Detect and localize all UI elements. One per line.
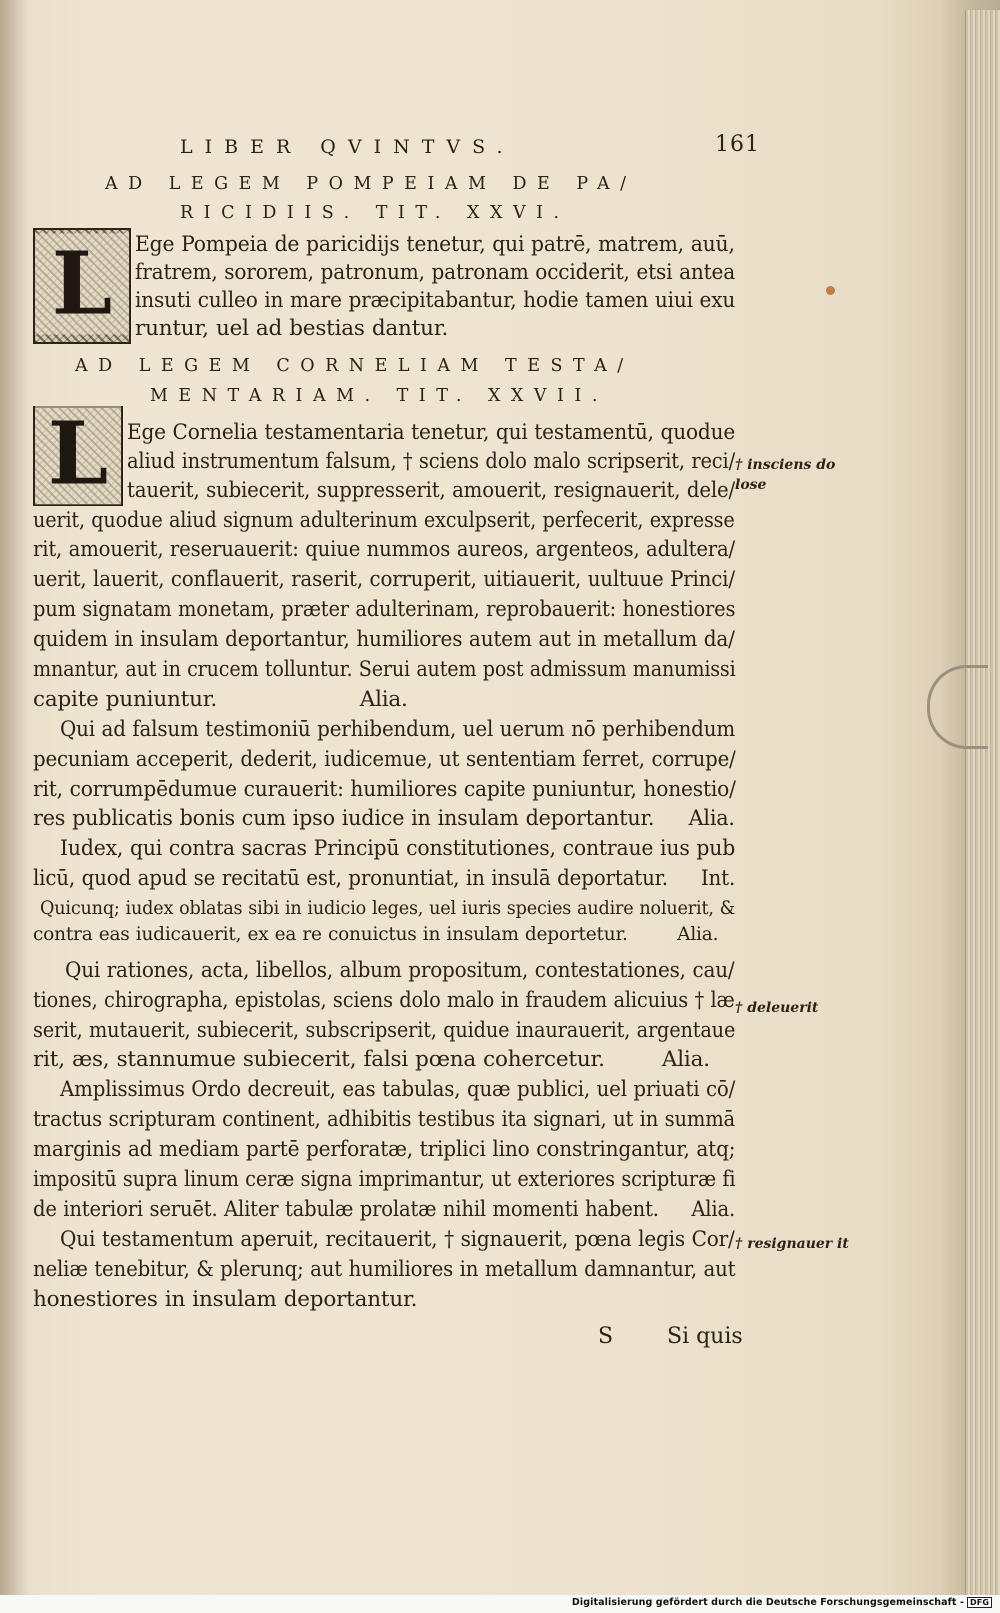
text-line: Amplissimus Ordo decreuit, eas tabulas, quæ publici, uel priuati cō/ xyxy=(60,1077,736,1102)
text-line: rit, corrumpēdumue curauerit: humiliores capite puniuntur, honestio/ xyxy=(33,777,736,802)
text-line: insuti culleo in mare præcipitabantur, hodie tamen uiui exu xyxy=(135,288,736,313)
text-line: contra eas iudicauerit, ex ea re conuictus in insulam deportetur. Alia. xyxy=(33,924,719,945)
text-line: res publicatis bonis cum ipso iudice in insulam deportantur. Alia. xyxy=(33,806,735,831)
decorated-initial xyxy=(33,403,123,506)
marginal-note: † deleuerit xyxy=(735,1000,819,1016)
marginal-note: lose xyxy=(735,477,767,493)
text-line: Qui rationes, acta, libellos, album propositum, contestationes, cau/ xyxy=(65,958,735,983)
text-line: runtur, uel ad bestias dantur. xyxy=(135,316,449,341)
text-line: marginis ad mediam partē perforatæ, triplici lino constringantur, atq; xyxy=(33,1137,736,1162)
text-line: pum signatam monetam, præter adulterinam, reprobauerit: honestiores xyxy=(33,597,736,622)
initial-letter: L xyxy=(35,233,129,334)
section-heading-line: AD LEGEM CORNELIAM TESTA/ xyxy=(75,356,634,376)
text-line: Qui ad falsum testimoniū perhibendum, uel uerum nō perhibendum xyxy=(60,717,736,742)
bookmark-ribbon xyxy=(927,665,988,749)
catchword: Si quis xyxy=(667,1324,743,1349)
text-line: aliud instrumentum falsum, † sciens dolo malo scripserit, reci/ xyxy=(127,449,735,474)
section-heading-line: AD LEGEM POMPEIAM DE PA/ xyxy=(105,174,637,194)
marginal-note: † insciens do xyxy=(735,457,836,473)
text-line: fratrem, sororem, patronum, patronam occiderit, etsi antea xyxy=(135,260,736,285)
text-line: Quicunq; iudex oblatas sibi in iudicio leges, uel iuris species audire noluerit, & xyxy=(40,898,736,919)
folio-number: 161 xyxy=(715,132,760,157)
text-line: Ege Pompeia de paricidijs tenetur, qui patrē, matrem, auū, xyxy=(135,232,735,257)
text-line: capite puniuntur. Alia. xyxy=(33,687,408,712)
text-line: tauerit, subiecerit, suppresserit, amouerit, resignauerit, dele/ xyxy=(127,478,735,503)
text-line: tiones, chirographa, epistolas, sciens dolo malo in fraudem alicuius † læ xyxy=(33,988,735,1013)
funding-footer xyxy=(572,1597,992,1608)
text-line: rit, æs, stannumue subiecerit, falsi pœna cohercetur. Alia. xyxy=(33,1047,710,1072)
decorated-initial xyxy=(33,228,131,344)
gutter-shadow xyxy=(0,0,30,1613)
text-line: neliæ tenebitur, & plerunq; aut humiliores in metallum damnantur, aut xyxy=(33,1257,736,1282)
text-line: Ege Cornelia testamentaria tenetur, qui testamentū, quodue xyxy=(127,420,736,445)
text-line: uerit, quodue aliud signum adulterinum exculpserit, perfecerit, expresse xyxy=(33,508,735,533)
funding-text: Digitalisierung gefördert durch die Deutsche Forschungsgemeinschaft - xyxy=(571,1597,965,1608)
text-line: tractus scripturam continent, adhibitis testibus ita signari, ut in summā xyxy=(33,1107,736,1132)
dfg-logo: DFG xyxy=(967,1597,992,1608)
text-line: honestiores in insulam deportantur. xyxy=(33,1287,418,1312)
text-line: impositū supra linum ceræ signa imprimantur, ut exteriores scripturæ fi xyxy=(33,1167,736,1192)
text-line: mnantur, aut in crucem tolluntur. Serui autem post admissum manumissi xyxy=(33,657,736,682)
text-line: uerit, lauerit, conflauerit, raserit, corruperit, uitiauerit, uultuue Princi/ xyxy=(33,567,735,592)
text-line: Qui testamentum aperuit, recitauerit, † signauerit, pœna legis Cor/ xyxy=(60,1227,735,1252)
text-line: rit, amouerit, reseruauerit: quiue nummos aureos, argenteos, adultera/ xyxy=(33,537,736,562)
initial-letter: L xyxy=(35,403,121,504)
text-line: Iudex, qui contra sacras Principū constitutiones, contraue ius pub xyxy=(60,836,736,861)
text-line: pecuniam acceperit, dederit, iudicemue, ut sententiam ferret, corrupe/ xyxy=(33,747,736,772)
text-line: licū, quod apud se recitatū est, pronuntiat, in insulā deportatur. Int. xyxy=(33,866,736,891)
text-line: serit, mutauerit, subiecerit, subscripserit, quidue inaurauerit, argentaue xyxy=(33,1018,736,1043)
running-head: LIBER QVINTVS. xyxy=(180,136,515,158)
section-heading-line: RICIDIIS. TIT. XXVI. xyxy=(180,203,570,223)
text-line: quidem in insulam deportantur, humiliores autem aut in metallum da/ xyxy=(33,627,735,652)
signature-mark: S xyxy=(598,1324,614,1349)
text-line: de interiori seruēt. Aliter tabulæ prolatæ nihil momenti habent. Alia. xyxy=(33,1197,736,1222)
marginal-note: † resignauer it xyxy=(735,1236,849,1252)
paper-stain xyxy=(826,286,835,295)
section-heading-line: MENTARIAM. TIT. XXVII. xyxy=(150,386,608,406)
book-page-edges xyxy=(965,10,1000,1595)
